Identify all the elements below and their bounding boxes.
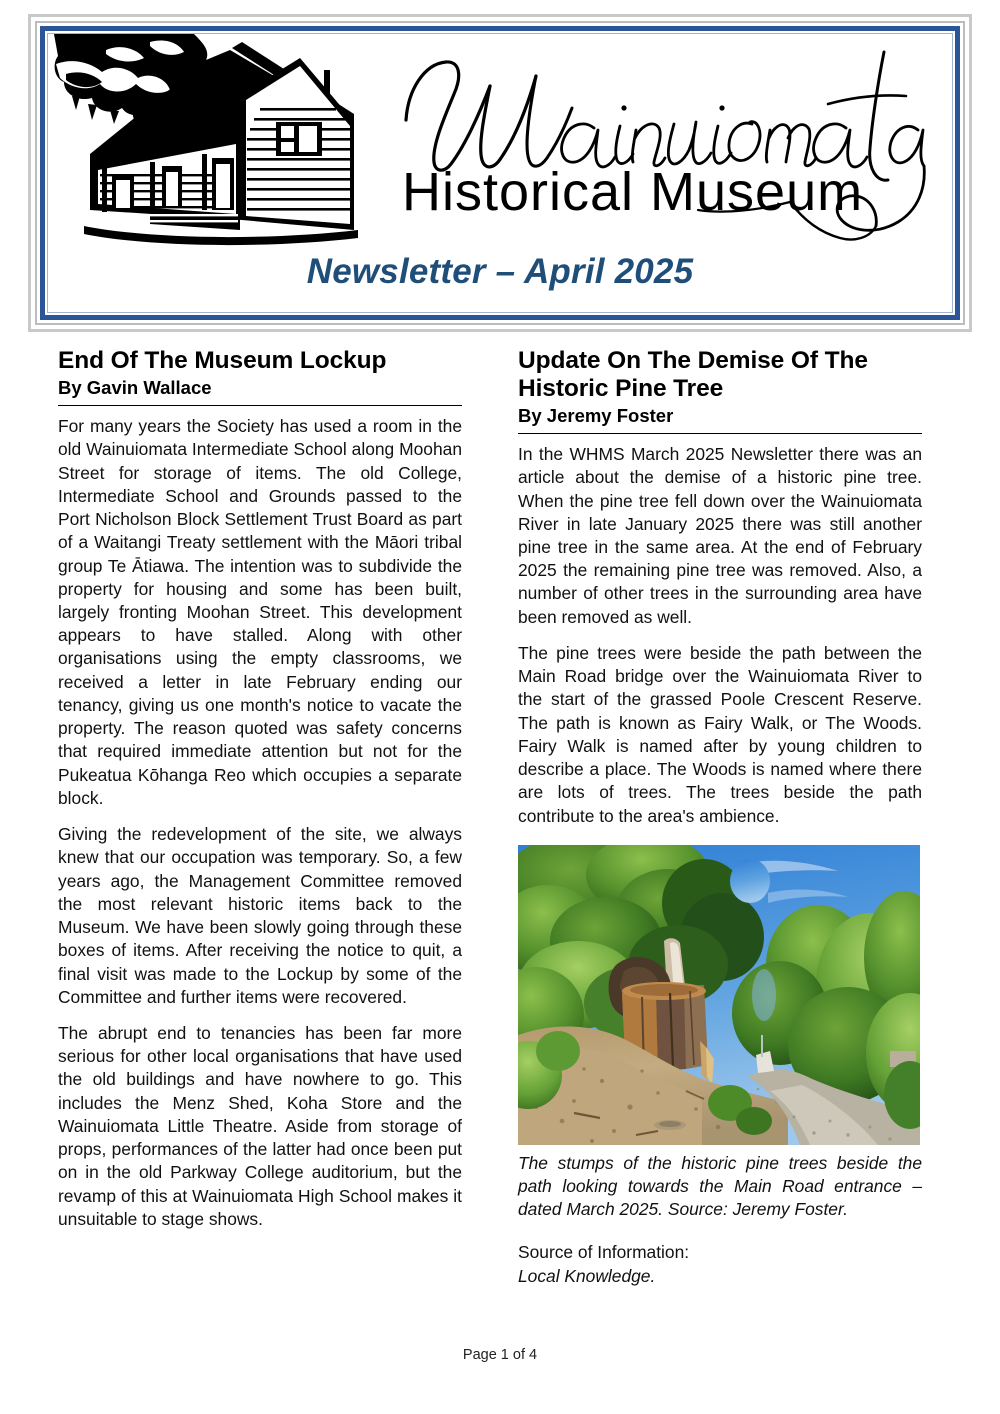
masthead-frame <box>28 14 972 332</box>
photo-caption: The stumps of the historic pine trees beside the path looking towards the Main Road entrance – dated March 2025. Source: Jeremy Foster. <box>518 1152 922 1220</box>
pine-tree-stump-photo <box>518 845 920 1145</box>
svg-text:Historical Museum: Historical Museum <box>402 162 864 222</box>
heading-divider-left <box>58 405 462 406</box>
masthead-frame-ring-gray <box>35 21 965 325</box>
article-paragraph: For many years the Society has used a room in the old Wainuiomata Intermediate School along Moohan Street for storage of items. The old College, Intermediate School and Grounds passed to the Port Nicholson Block Settlement Trust Board as part of a Waitangi Treaty settlement with the Māori tribal group Te Ātiawa. The intention was to subdivide the property for housing and some has been built, largely fronting Moohan Street. This development appears to have stalled. Along with other organisations using the empty classrooms, we received a letter in late February ending our tenancy, giving us one month's notice to vacate the property. The reason quoted was safety concerns that required immediate attention but not for the Pukeatua Kōhanga Reo which occupies a separate block. <box>58 416 462 808</box>
article-paragraph: The pine trees were beside the path between the Main Road bridge over the Wainuiomata River to the start of the grassed Poole Crescent Reserve. The path is known as Fairy Walk, or The Woods. Fairy Walk is named after by young children to describe a place. The Woods is named where there are lots of trees. The trees beside the path contribute to the area's ambience. <box>518 642 922 826</box>
source-value: Local Knowledge. <box>518 1265 656 1286</box>
article-column-right <box>518 347 922 1288</box>
article-paragraph: Giving the redevelopment of the site, we always knew that our occupation was temporary. So, a few years ago, the Management Committee removed the most relevant historic items back to the Museum. We have been slowly going through these boxes of items. After receiving the notice to quit, a final visit was made to the Lockup by some of the Committee and further items were recovered. <box>58 824 462 1007</box>
article-paragraph: The abrupt end to tenancies has been far more serious for other local organisations that have used the old buildings and have nowhere to go. This includes the Menz Shed, Koha Store and the Wainuiomata Little Theatre. Aside from storage of props, performances of the latter had once been put on in the old Parkway College auditorium, but the revamp of this at Wainuiomata High School makes it unsuitable to stage shows. <box>58 1022 462 1229</box>
masthead-frame-ring-blue <box>40 26 960 320</box>
source-label: Source of Information: <box>518 1242 690 1263</box>
heading-divider-right <box>518 433 922 434</box>
page-indicator: Page 1 of 4 <box>462 1347 538 1363</box>
article-paragraph: In the WHMS March 2025 Newsletter there was an article about the demise of a historic pine tree. When the pine tree fell down over the Wainuiomata River in late January 2025 there was still another pine tree in the same area. At the end of February 2025 the remaining pine tree was removed. Also, a number of other trees in the surrounding area have been removed as well. <box>518 444 922 627</box>
museum-building-illustration-icon <box>54 34 404 269</box>
article-byline-left: By Gavin Wallace <box>58 376 212 398</box>
source-of-information <box>518 1241 922 1287</box>
newsletter-title: Newsletter – April 2025 <box>306 252 694 291</box>
masthead-content <box>47 33 953 313</box>
article-byline-right: By Jeremy Foster <box>518 404 674 426</box>
museum-wordmark <box>398 42 953 247</box>
article-title-left: End Of The Museum Lockup <box>58 347 387 374</box>
article-title-right: Update On The Demise Of The Historic Pine Tree <box>518 347 868 402</box>
article-figure <box>518 845 922 1222</box>
article-column-left <box>58 347 462 1231</box>
